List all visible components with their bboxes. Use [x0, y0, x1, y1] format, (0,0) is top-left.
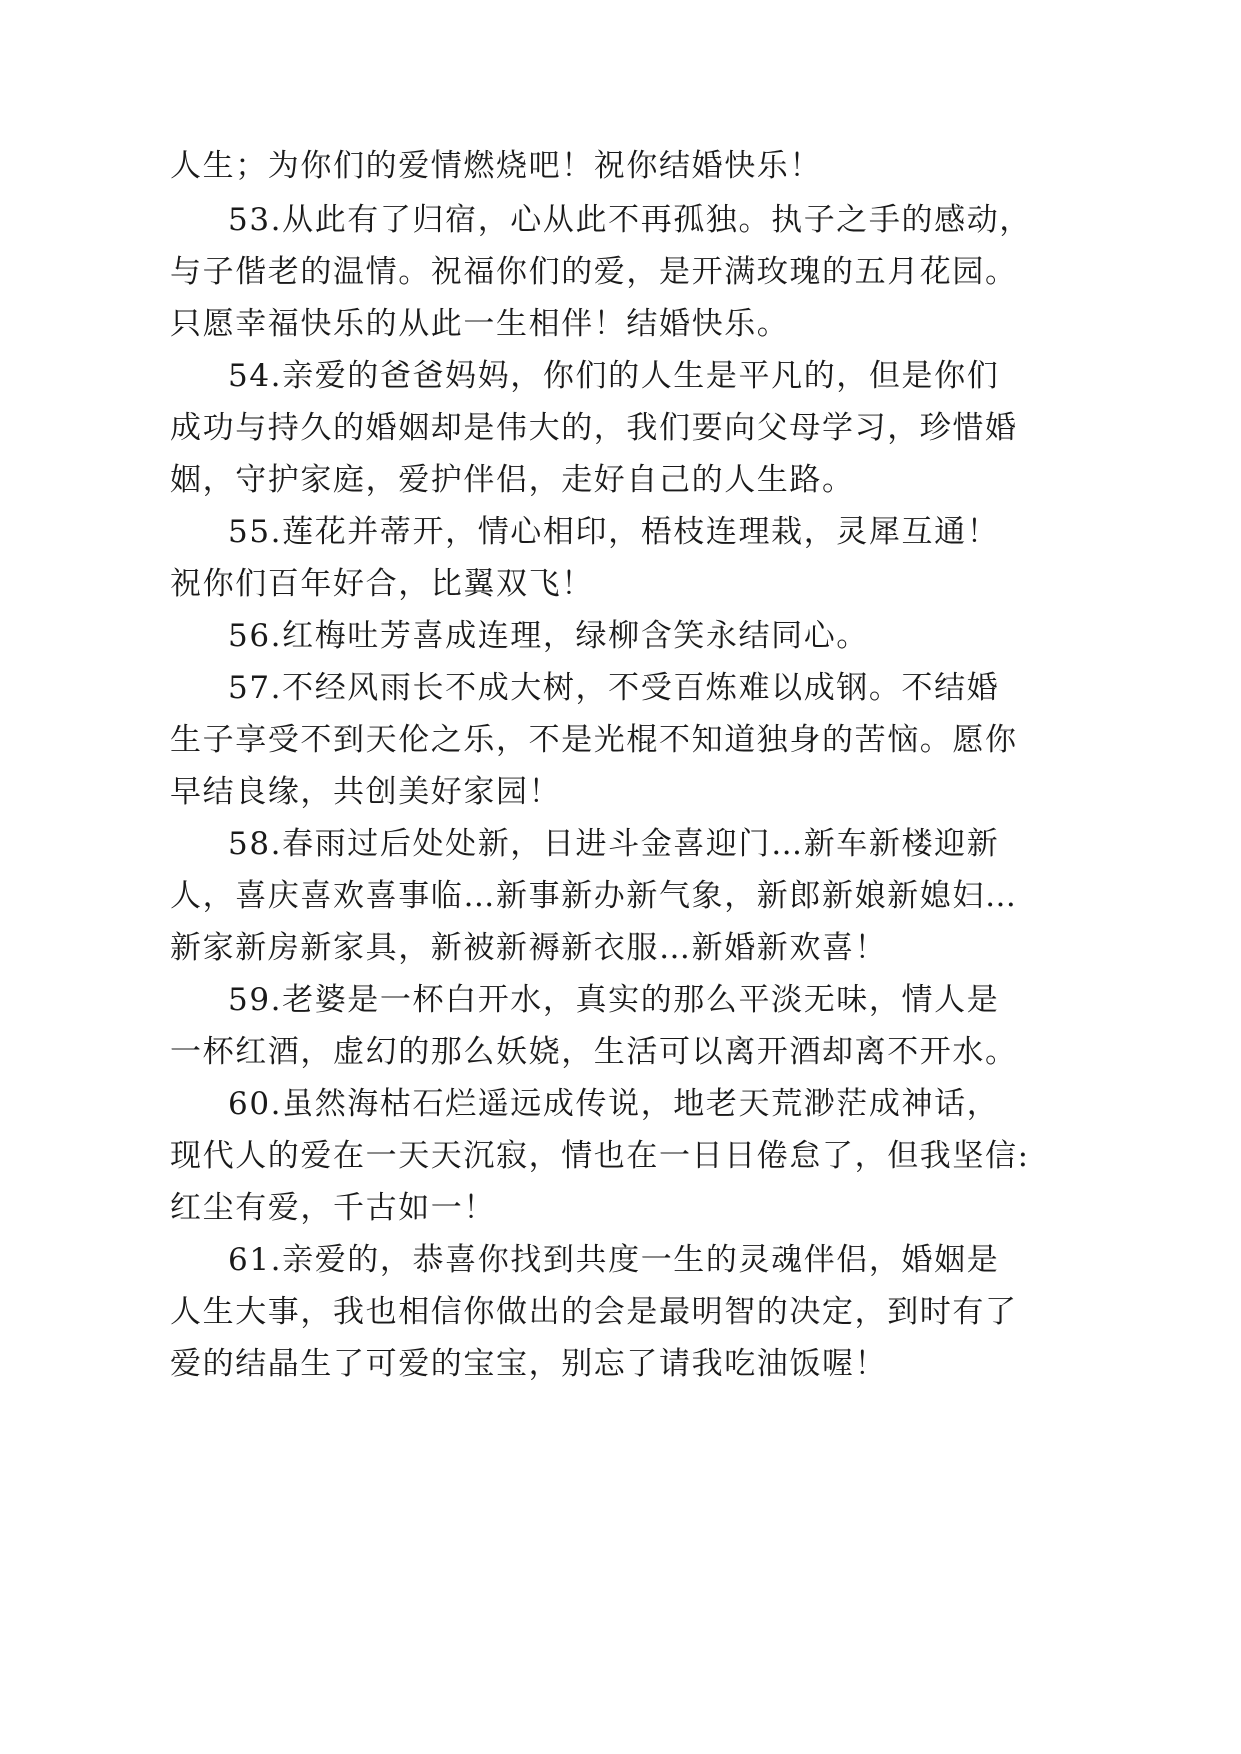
line-text: 55.莲花并蒂开，情心相印，梧枝连理栽，灵犀互通！	[228, 514, 1000, 550]
line-text: 53.从此有了归宿，心从此不再孤独。执子之手的感动，	[228, 202, 1032, 238]
line-text: 人生；为你们的爱情燃烧吧！祝你结婚快乐！	[170, 148, 822, 184]
line-text: 红尘有爱，千古如一！	[170, 1190, 496, 1226]
text-line-19	[0, 1076, 1241, 1132]
text-line-16	[0, 920, 1241, 976]
line-text: 人，喜庆喜欢喜事临…新事新办新气象，新郎新娘新媳妇…	[170, 878, 1018, 914]
text-line-7	[0, 452, 1241, 508]
text-line-21	[0, 1180, 1241, 1236]
line-text: 一杯红酒，虚幻的那么妖娆，生活可以离开酒却离不开水。	[170, 1034, 1018, 1070]
line-text: 54.亲爱的爸爸妈妈，你们的人生是平凡的，但是你们	[228, 358, 1000, 394]
line-text: 60.虽然海枯石烂遥远成传说，地老天荒渺茫成神话，	[228, 1086, 1000, 1122]
line-text: 57.不经风雨长不成大树，不受百炼难以成钢。不结婚	[228, 670, 1000, 706]
text-line-11	[0, 660, 1241, 716]
line-text: 生子享受不到天伦之乐，不是光棍不知道独身的苦恼。愿你	[170, 722, 1018, 758]
text-line-9	[0, 556, 1241, 612]
text-line-24	[0, 1336, 1241, 1392]
text-line-4	[0, 296, 1241, 352]
line-text: 人生大事，我也相信你做出的会是最明智的决定，到时有了	[170, 1294, 1018, 1330]
text-line-17	[0, 972, 1241, 1028]
text-line-18	[0, 1024, 1241, 1080]
line-text: 61.亲爱的，恭喜你找到共度一生的灵魂伴侣，婚姻是	[228, 1242, 1000, 1278]
line-text: 早结良缘，共创美好家园！	[170, 774, 562, 810]
text-line-20	[0, 1128, 1241, 1184]
text-line-5	[0, 348, 1241, 404]
line-text: 成功与持久的婚姻却是伟大的，我们要向父母学习，珍惜婚	[170, 410, 1018, 446]
line-text: 56.红梅吐芳喜成连理，绿柳含笑永结同心。	[228, 618, 869, 654]
text-line-23	[0, 1284, 1241, 1340]
text-line-6	[0, 400, 1241, 456]
text-line-14	[0, 816, 1241, 872]
line-text: 58.春雨过后处处新，日进斗金喜迎门…新车新楼迎新	[228, 826, 1000, 862]
line-text: 祝你们百年好合，比翼双飞！	[170, 566, 594, 602]
line-text: 59.老婆是一杯白开水，真实的那么平淡无味，情人是	[228, 982, 1000, 1018]
text-line-12	[0, 712, 1241, 768]
text-line-2	[0, 192, 1241, 248]
line-text: 姻，守护家庭，爱护伴侣，走好自己的人生路。	[170, 462, 855, 498]
line-text: 只愿幸福快乐的从此一生相伴！结婚快乐。	[170, 306, 790, 342]
text-line-1	[0, 138, 1241, 194]
line-text: 现代人的爱在一天天沉寂，情也在一日日倦怠了，但我坚信:	[170, 1138, 1030, 1174]
line-text: 新家新房新家具，新被新褥新衣服…新婚新欢喜！	[170, 930, 888, 966]
text-line-8	[0, 504, 1241, 560]
text-line-3	[0, 244, 1241, 300]
text-line-15	[0, 868, 1241, 924]
text-line-22	[0, 1232, 1241, 1288]
line-text: 与子偕老的温情。祝福你们的爱，是开满玫瑰的五月花园。	[170, 254, 1018, 290]
text-line-10	[0, 608, 1241, 664]
line-text: 爱的结晶生了可爱的宝宝，别忘了请我吃油饭喔！	[170, 1346, 888, 1382]
text-line-13	[0, 764, 1241, 820]
